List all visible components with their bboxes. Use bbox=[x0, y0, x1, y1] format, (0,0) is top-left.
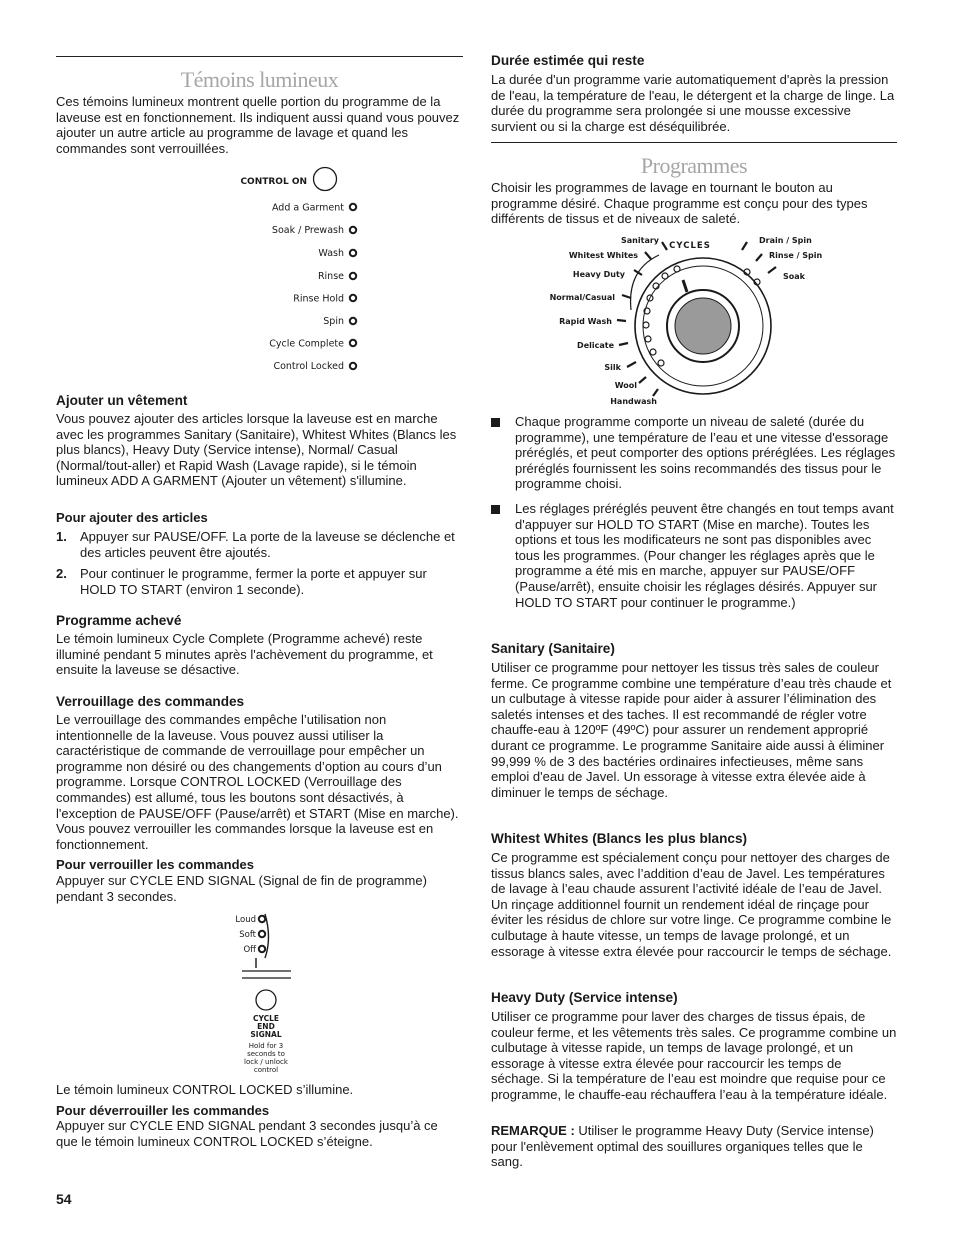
whitest-body: Ce programme est spécialement conçu pour nettoyer des charges de tissus blancs sales, avec l’addition d’eau de Javel. Les températures de lavage à l’eau chaude assurent l’activité idéale de l’eau de Javel. Un rinçage additionnel fournit un rendement idéal de rinçage pour éviter les résidus de chlore sur votre linge. Ce programme combine le culbutage à haute vitesse, un temps de lavage prolongé, et un essorage à vitesse extra élevée pour raccourcir le temps de séchage. bbox=[491, 850, 892, 959]
step-number: 1. bbox=[56, 529, 67, 544]
signal-level-label: Off bbox=[243, 945, 256, 955]
program-label: Wool bbox=[614, 381, 637, 390]
tick-mark bbox=[653, 389, 658, 396]
light-label: Soak / Prewash bbox=[271, 225, 344, 236]
time-remaining-heading: Durée estimée qui reste bbox=[491, 53, 645, 68]
bullet-text: Chaque programme comporte un niveau de saleté (durée du programme), une température de l’eau et une vitesse d'essorage préréglés, et peut comporter des options préréglées. Les réglages préréglés fournissent les soins recommandés des tissus pour le programme choisi. bbox=[515, 414, 896, 492]
add-garment-heading: Ajouter un vêtement bbox=[56, 393, 188, 408]
indicator-light-icon bbox=[350, 363, 356, 369]
signal-level-light-icon bbox=[259, 916, 265, 922]
add-articles-subheading: Pour ajouter des articles bbox=[56, 510, 208, 525]
cycle-complete-body: Le témoin lumineux Cycle Complete (Programme achevé) reste illuminé pendant 5 minutes après l'achèvement du programme, et ensuite la laveuse se désactive. bbox=[56, 631, 433, 678]
bullet-icon bbox=[491, 418, 500, 427]
intro-text: Ces témoins lumineux montrent quelle portion du programme de la laveuse est en fonctionnement. Ils indiquent aussi quand vous pouvez ajouter un autre article au programme de lavage et quand les commandes sont verrouillées. bbox=[56, 94, 460, 156]
control-on-button[interactable] bbox=[314, 168, 337, 191]
cycle-end-signal-panel bbox=[228, 908, 308, 1078]
heavy-duty-body: Utiliser ce programme pour laver des charges de tissus épais, de couleur ferme, et les vêtements très sales. Ce programme combine un culbutage à vitesse rapide, un temps de lavage prolongé, et un essorage à vitesse extra élevée pour raccourcir les temps de séchage. Si la température de l’eau est moindre que requise pour ce programme, le chauffe-eau réchauffera l’eau à la température idéale. bbox=[491, 1009, 897, 1102]
signal-button-label: CYCLE bbox=[252, 1014, 280, 1023]
indicator-light-icon bbox=[350, 250, 356, 256]
cycle-knob-center bbox=[675, 298, 731, 354]
bullet-icon bbox=[491, 505, 500, 514]
tick-mark bbox=[742, 242, 747, 250]
cycle-complete-heading: Programme achevé bbox=[56, 613, 182, 628]
step-number: 2. bbox=[56, 566, 67, 581]
program-label: Rinse / Spin bbox=[769, 251, 823, 260]
signal-level-light-icon bbox=[259, 931, 265, 937]
step-text: Pour continuer le programme, fermer la porte et appuyer sur HOLD TO START (environ 1 seconde). bbox=[80, 566, 427, 597]
position-dot-icon bbox=[645, 336, 651, 342]
bullet-text: Les réglages préréglés peuvent être changés en tout temps avant d'appuyer sur HOLD TO START (Mise en marche). Toutes les options et tous les modificateurs ne sont pas disponibles avec tous les programmes. (Pour changer les réglages après que le programme a été mis en marche, appuyer sur PAUSE/OFF (Pause/arrêt), ensuite choisir les réglages désirés. Appuyer sur HOLD TO START pour continuer le programme.) bbox=[515, 501, 894, 610]
lock-body: Appuyer sur CYCLE END SIGNAL (Signal de fin de programme) pendant 3 secondes. bbox=[56, 873, 427, 904]
step-text: Appuyer sur PAUSE/OFF. La porte de la laveuse se déclenche et des articles peuvent être ajoutés. bbox=[80, 529, 455, 560]
tick-mark bbox=[662, 242, 667, 250]
tick-mark bbox=[619, 343, 628, 345]
indicator-light-icon bbox=[350, 295, 356, 301]
indicator-light-icon bbox=[350, 340, 356, 346]
locked-note: Le témoin lumineux CONTROL LOCKED s’illumine. bbox=[56, 1082, 354, 1097]
program-label: Soak bbox=[783, 272, 805, 281]
unlock-body: Appuyer sur CYCLE END SIGNAL pendant 3 secondes jusqu’à ce que le témoin lumineux CONTROL LOCKED s’éteigne. bbox=[56, 1118, 438, 1149]
signal-button-label: SIGNAL bbox=[250, 1030, 282, 1039]
indicator-light-icon bbox=[350, 227, 356, 233]
light-label: Rinse Hold bbox=[293, 293, 344, 305]
position-dot-icon bbox=[674, 266, 680, 272]
note-label: REMARQUE : bbox=[491, 1123, 575, 1138]
light-label: Cycle Complete bbox=[269, 338, 344, 350]
tick-mark bbox=[768, 267, 776, 273]
program-label: Handwash bbox=[610, 397, 657, 406]
light-label: Control Locked bbox=[273, 361, 344, 372]
indicator-light-icon bbox=[350, 273, 356, 279]
sanitary-body: Utiliser ce programme pour nettoyer les tissus très sales de couleur ferme. Ce programme combine une température d’eau très chaude et un culbutage à vitesse rapide pour aider à assurer l’élimination des saletés intenses et des taches. Il est recommandé de régler votre chauffe-eau à 120ºF (49ºC) pour assurer un rendement approprié durant ce programme. Le programme Sanitaire aide aussi à éliminer 99,999 % de 3 des bactéries ordinaires infectieuses, même sans emploi d'eau de Javel. Un essorage à vitesse extra élevée aide à diminuer le temps de séchage. bbox=[491, 660, 892, 800]
program-label: Rapid Wash bbox=[559, 317, 612, 326]
signal-level-light-icon bbox=[259, 946, 265, 952]
page-number: 54 bbox=[56, 1191, 72, 1207]
signal-button-label: END bbox=[257, 1022, 275, 1031]
hold-instruction: lock / unlock bbox=[244, 1058, 288, 1066]
tick-mark bbox=[639, 377, 646, 383]
whitest-heading: Whitest Whites (Blancs les plus blancs) bbox=[491, 831, 748, 846]
section-rule bbox=[56, 56, 463, 57]
add-garment-body: Vous pouvez ajouter des articles lorsque la laveuse est en marche avec les programmes Sanitary (Sanitaire), Whitest Whites (Blancs les plus blancs), Heavy Duty (Service intense), Normal/ Casual (Normal/tout-aller) et Rapid Wash (Lavage rapide), si le témoin lumineux ADD A GARMENT (Ajouter un vêtement) s'illumine. bbox=[56, 411, 457, 489]
position-dot-icon bbox=[643, 322, 649, 328]
program-label: Delicate bbox=[577, 341, 614, 350]
program-label: Heavy Duty bbox=[572, 270, 625, 279]
indicator-panel bbox=[196, 164, 356, 374]
indicator-lights bbox=[269, 203, 356, 373]
cycle-end-signal-button[interactable] bbox=[256, 990, 276, 1010]
hold-instruction: seconds to bbox=[247, 1050, 285, 1058]
hold-instruction: control bbox=[253, 1066, 279, 1074]
light-label: Wash bbox=[318, 248, 344, 259]
control-lock-body: Le verrouillage des commandes empêche l’utilisation non intentionnelle de la laveuse. Vous pouvez aussi utiliser la caractéristique de commande de verrouillage pour empêcher un programme non désiré ou des changements d’option au cours d’un programme. Lorsque CONTROL LOCKED (Verrouillage des commandes) est allumé, tous les boutons sont désactivés, à l'exception de PAUSE/OFF (Pause/arrêt) et START (Mise en marche). Vous pouvez verrouiller les commandes lorsque la laveuse est en fonctionnement. bbox=[56, 712, 459, 852]
knob-pointer bbox=[683, 280, 687, 292]
dial-right-labels bbox=[759, 236, 823, 281]
cycles-label: CYCLES bbox=[669, 241, 711, 251]
light-label: Spin bbox=[323, 316, 344, 327]
tick-mark bbox=[627, 362, 636, 367]
cycle-dial bbox=[549, 230, 823, 408]
position-dot-icon bbox=[662, 273, 668, 279]
unlock-subheading: Pour déverrouiller les commandes bbox=[56, 1103, 270, 1118]
heavy-duty-note bbox=[491, 1123, 897, 1170]
signal-level-label: Soft bbox=[239, 930, 256, 940]
time-remaining-body: La durée d'un programme varie automatiquement d'après la pression de l'eau, la température de l'eau, le détergent et la charge de linge. La durée du programme sera prolongée si une mousse excessive survient ou si la charge est déséquilibrée. bbox=[491, 72, 895, 134]
control-on-label: CONTROL ON bbox=[240, 177, 307, 187]
lock-subheading: Pour verrouiller les commandes bbox=[56, 857, 254, 872]
control-lock-heading: Verrouillage des commandes bbox=[56, 694, 245, 709]
programs-intro: Choisir les programmes de lavage en tournant le bouton au programme désiré. Chaque programme est conçu pour des types différents de tissus et de niveaux de saleté. bbox=[491, 180, 868, 227]
program-label: Sanitary bbox=[621, 236, 659, 245]
program-label: Silk bbox=[604, 363, 621, 372]
programs-title: Programmes bbox=[640, 153, 748, 178]
hold-instruction: Hold for 3 bbox=[248, 1042, 284, 1050]
sanitary-heading: Sanitary (Sanitaire) bbox=[491, 641, 615, 656]
tick-mark bbox=[622, 295, 631, 298]
section-title: Témoins lumineux bbox=[180, 67, 339, 92]
tick-mark bbox=[634, 270, 642, 275]
indicator-light-icon bbox=[350, 318, 356, 324]
tick-mark bbox=[617, 320, 626, 321]
indicator-light-icon bbox=[350, 204, 356, 210]
program-label: Drain / Spin bbox=[759, 236, 812, 245]
heavy-duty-heading: Heavy Duty (Service intense) bbox=[491, 990, 678, 1005]
tick-mark bbox=[645, 252, 651, 259]
note-body: Utiliser le programme Heavy Duty (Service intense) pour l'enlèvement optimal des souillures organiques telles que le sang. bbox=[491, 1123, 874, 1170]
signal-level-label: Loud bbox=[235, 915, 256, 925]
section-rule bbox=[491, 142, 897, 143]
program-label: Whitest Whites bbox=[568, 251, 638, 260]
position-dot-icon bbox=[650, 349, 656, 355]
light-label: Rinse bbox=[317, 271, 344, 282]
program-label: Normal/Casual bbox=[549, 293, 615, 302]
position-dot-icon bbox=[658, 360, 664, 366]
tick-mark bbox=[756, 254, 762, 261]
dial-arc bbox=[631, 255, 659, 310]
light-label: Add a Garment bbox=[271, 202, 344, 214]
